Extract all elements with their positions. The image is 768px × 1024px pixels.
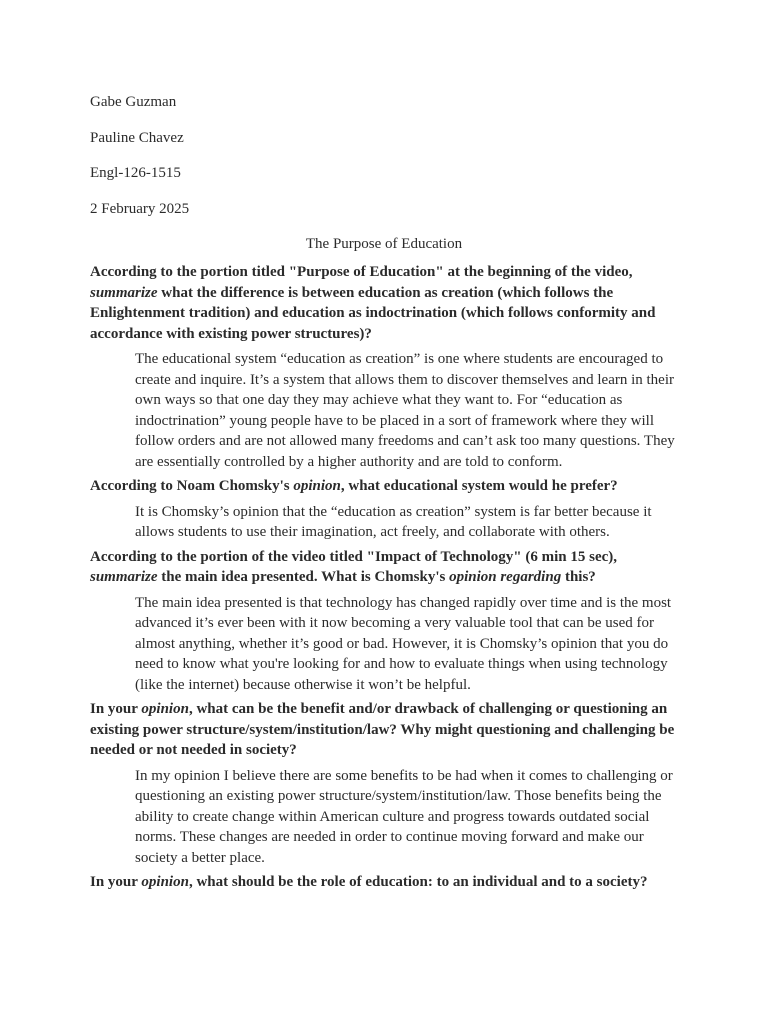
question-section: [90, 872, 768, 893]
student-name: Gabe Guzman: [90, 94, 177, 110]
question-4: In your opinion, what can be the benefit and/or drawback of challenging or questioning an existing power structure/system/institution/law? Why might questioning and challenging be needed or not needed in society?: [90, 701, 675, 758]
course-code: Engl-126-1515: [90, 165, 181, 181]
question-2: According to Noam Chomsky's opinion, what educational system would he prefer?: [90, 478, 618, 494]
answer-3: The main idea presented is that technology has changed rapidly over time and is the most advanced it’s ever been with it now becoming a very valuable tool that can be used for almost anything, whether it’s good or bad. However, it is Chomsky’s opinion that you do need to know what you're looking for and how to evaluate things when using technology (like the internet) because otherwise it won’t be helpful.: [135, 594, 672, 693]
question-3: According to the portion of the video titled "Impact of Technology" (6 min 15 sec), summarize the main idea presented. What is Chomsky's opinion regarding this?: [90, 548, 618, 585]
question-section: [90, 476, 768, 543]
question-5: In your opinion, what should be the role of education: to an individual and to a society?: [90, 874, 648, 890]
question-section: [90, 262, 768, 472]
question-section: [90, 699, 768, 868]
page-title: The Purpose of Education: [305, 236, 463, 252]
instructor-name: Pauline Chavez: [90, 129, 184, 146]
answer-1: The educational system “education as creation” is one where students are encouraged to create and inquire. It’s a system that allows them to discover themselves and learn in their own ways so that one day they may achieve what they want to. For “education as indoctrination” young people have to be placed in a sort of framework where they will follow orders and are not allowed many freedoms and can’t ask too many questions. They are essentially controlled by a higher authority and are told to conform.: [135, 351, 675, 470]
answer-2: It is Chomsky’s opinion that the “education as creation” system is far better because it allows students to use their imagination, act freely, and collaborate with others.: [135, 503, 652, 540]
date: 2 February 2025: [90, 200, 190, 217]
question-1: According to the portion titled "Purpose of Education" at the beginning of the video, summarize what the difference is between education as creation (which follows the Enlightenment tradition) and education as indoctrination (which follows conformity and accordance with existing power structures)?: [90, 264, 656, 342]
answer-4: In my opinion I believe there are some benefits to be had when it comes to challenging or questioning an existing power structure/system/institution/law. Those benefits being the ability to create change within American culture and progress towards outdated social norms. These changes are needed in order to continue moving forward and make our society a better place.: [135, 767, 673, 866]
question-section: [90, 547, 768, 696]
